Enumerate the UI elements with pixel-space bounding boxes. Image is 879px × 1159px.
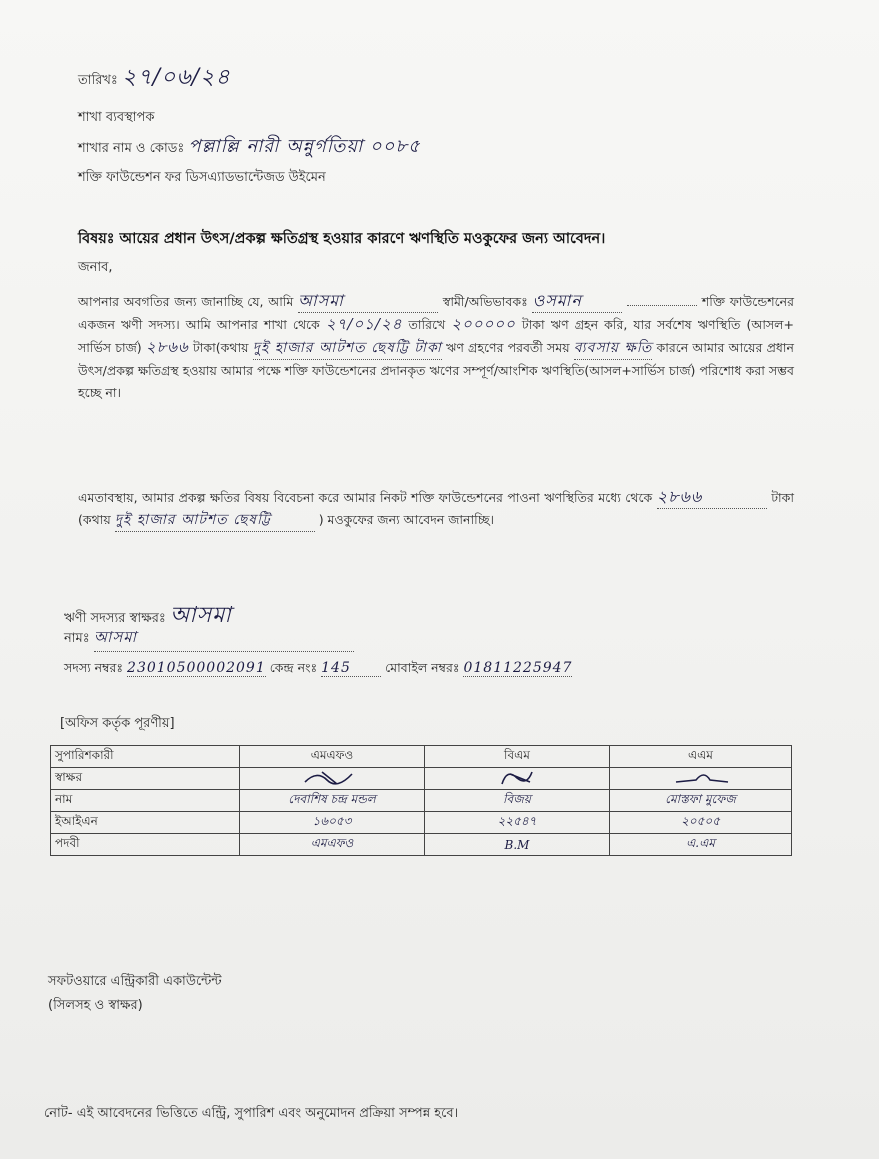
ein-mfo: ১৬০৫৩ [240,812,425,834]
mobile-label: মোবাইল নম্বরঃ [385,660,460,675]
date-label: তারিখঃ [78,73,118,88]
member-id-line [64,660,572,680]
accountant-seal-note: (সিলসহ ও স্বাক্ষর) [48,998,143,1013]
loan-amount: ২০০০০০ [451,315,516,333]
signature-mfo [240,768,425,790]
member-no-label: সদস্য নম্বরঃ [64,660,124,675]
name-bm: বিজয় [425,790,610,812]
salutation: জনাব, [78,260,113,275]
member-signature-label: ঋণী সদস্যর স্বাক্ষরঃ [64,611,166,626]
col-header-mfo: এমএফও [240,746,425,768]
footer-note: নোট- এই আবেদনের ভিত্তিতে এন্ট্রি, সুপারিশ এবং অনুমোদন প্রক্রিয়া সম্পন্ন হবে। [44,1106,459,1121]
row-label-signature: স্বাক্ষর [51,768,240,790]
ein-bm: ২২৫৪৭ [425,812,610,834]
member-name-line [64,626,354,652]
loss-reason: ব্যবসায় ক্ষতি [574,337,653,360]
row-label-recommender: সুপারিশকারী [51,746,240,768]
table-row [51,768,792,790]
date-value: ২৭/০৬/২৪ [122,65,231,90]
waiver-amount-words: দুই হাজার আটশত ছেষট্টি [115,509,315,532]
waiver-amount: ২৮৬৬ [657,486,767,509]
p1-text-7: ঋণ গ্রহণের পরবর্তী সময় [446,340,570,355]
designation-bm: B.M [425,834,610,856]
loan-date: ২৭/০১/২৪ [325,315,403,333]
p1-text-6: টাকা(কথায় [192,340,249,355]
table-row [51,834,792,856]
row-label-name: নাম [51,790,240,812]
table-row [51,790,792,812]
name-mfo: দেবাশিষ চন্দ্র মন্ডল [240,790,425,812]
applicant-name: আসমা [298,290,438,313]
p1-text-4: তারিখে [408,317,446,332]
branch-value: পল্লাল্লি নারী অন্নুর্গতিয়া ০০৮৫ [188,136,421,157]
designation-am: এ.এম [610,834,792,856]
p2-text-1: এমতাবস্থায়, আমার প্রকল্প ক্ষতির বিষয় বিবেচনা করে আমার নিকট শক্তি ফাউন্ডেশনের পাওনা ঋণস্থিতির মধ্যে থেকে [78,490,653,505]
p1-text-2: স্বামী/অভিভাবকঃ [442,294,528,309]
center-label: কেন্দ্র নংঃ [269,660,318,675]
guardian-name: ওসমান [532,290,622,313]
center-no: 145 [321,660,381,677]
member-no: 23010500002091 [127,660,266,676]
recipient-title: শাখা ব্যবস্থাপক [78,110,155,125]
ein-am: ২০৫০৫ [610,812,792,834]
member-signature: আসমা [169,603,232,628]
balance-amount: ২৮৬৬ [145,338,189,356]
p1-text-5: টাকা ঋণ গ্রহন করি, যার সর্বশেষ ঋণস্থিতি (আসল+ সার্ভিস চার্জ) [78,317,794,355]
designation-mfo: এমএফও [240,834,425,856]
subject-line: বিষয়ঃ আয়ের প্রধান উৎস/প্রকল্প ক্ষতিগ্রস্থ হওয়ার কারণে ঋণস্থিতি মওকুফের জন্য আবেদন। [78,231,606,247]
table-row [51,746,792,768]
p1-text-1: আপনার অবগতির জন্য জানাচ্ছি যে, আমি [78,294,294,309]
col-header-bm: বিএম [425,746,610,768]
recommendation-table [50,745,792,856]
signature-am [610,768,792,790]
office-use-note: [অফিস কর্তৃক পূরণীয়] [60,716,175,731]
branch-line [78,132,421,163]
balance-in-words: দুই হাজার আটশত ছেষট্টি টাকা [253,337,442,360]
accountant-title: সফটওয়ারে এন্ট্রিকারী একাউন্টেন্ট [48,974,222,989]
name-am: মোস্তফা মুফেজ [610,790,792,812]
branch-label: শাখার নাম ও কোডঃ [78,141,185,156]
paragraph-2 [78,486,794,532]
member-name: আসমা [94,626,354,652]
member-name-label: নামঃ [64,631,90,646]
paragraph-1 [78,290,794,404]
date-line [78,60,231,97]
organization-name: শক্তি ফাউন্ডেশন ফর ডিসএ্যাডভান্টেজড উইমেন [78,170,326,185]
signature-bm [425,768,610,790]
p2-text-2: টাকা (কথায় [78,490,794,527]
p1-text-3: শক্তি ফাউন্ডেশনের একজন ঋণী সদস্য। আমি আপনার শাখা থেকে [78,294,794,332]
row-label-designation: পদবী [51,834,240,856]
p1-text-8: কারনে আমার আয়ের প্রধান উৎস/প্রকল্প ক্ষতিগ্রস্থ হওয়ায় আমার পক্ষে শক্তি ফাউন্ডেশনের প্রদানকৃত ঋণের সম্পূর্ণ/আংশিক ঋণস্থিতি(আসল+সার্ভিস চার্জ) পরিশোধ করা সম্ভব হচ্ছে না। [78,340,794,400]
col-header-am: এএম [610,746,792,768]
mobile-no: 01811225947 [463,660,573,676]
row-label-ein: ইআইএন [51,812,240,834]
p2-text-3: ) মওকুফের জন্য আবেদন জানাচ্ছি। [318,512,495,527]
table-row [51,812,792,834]
